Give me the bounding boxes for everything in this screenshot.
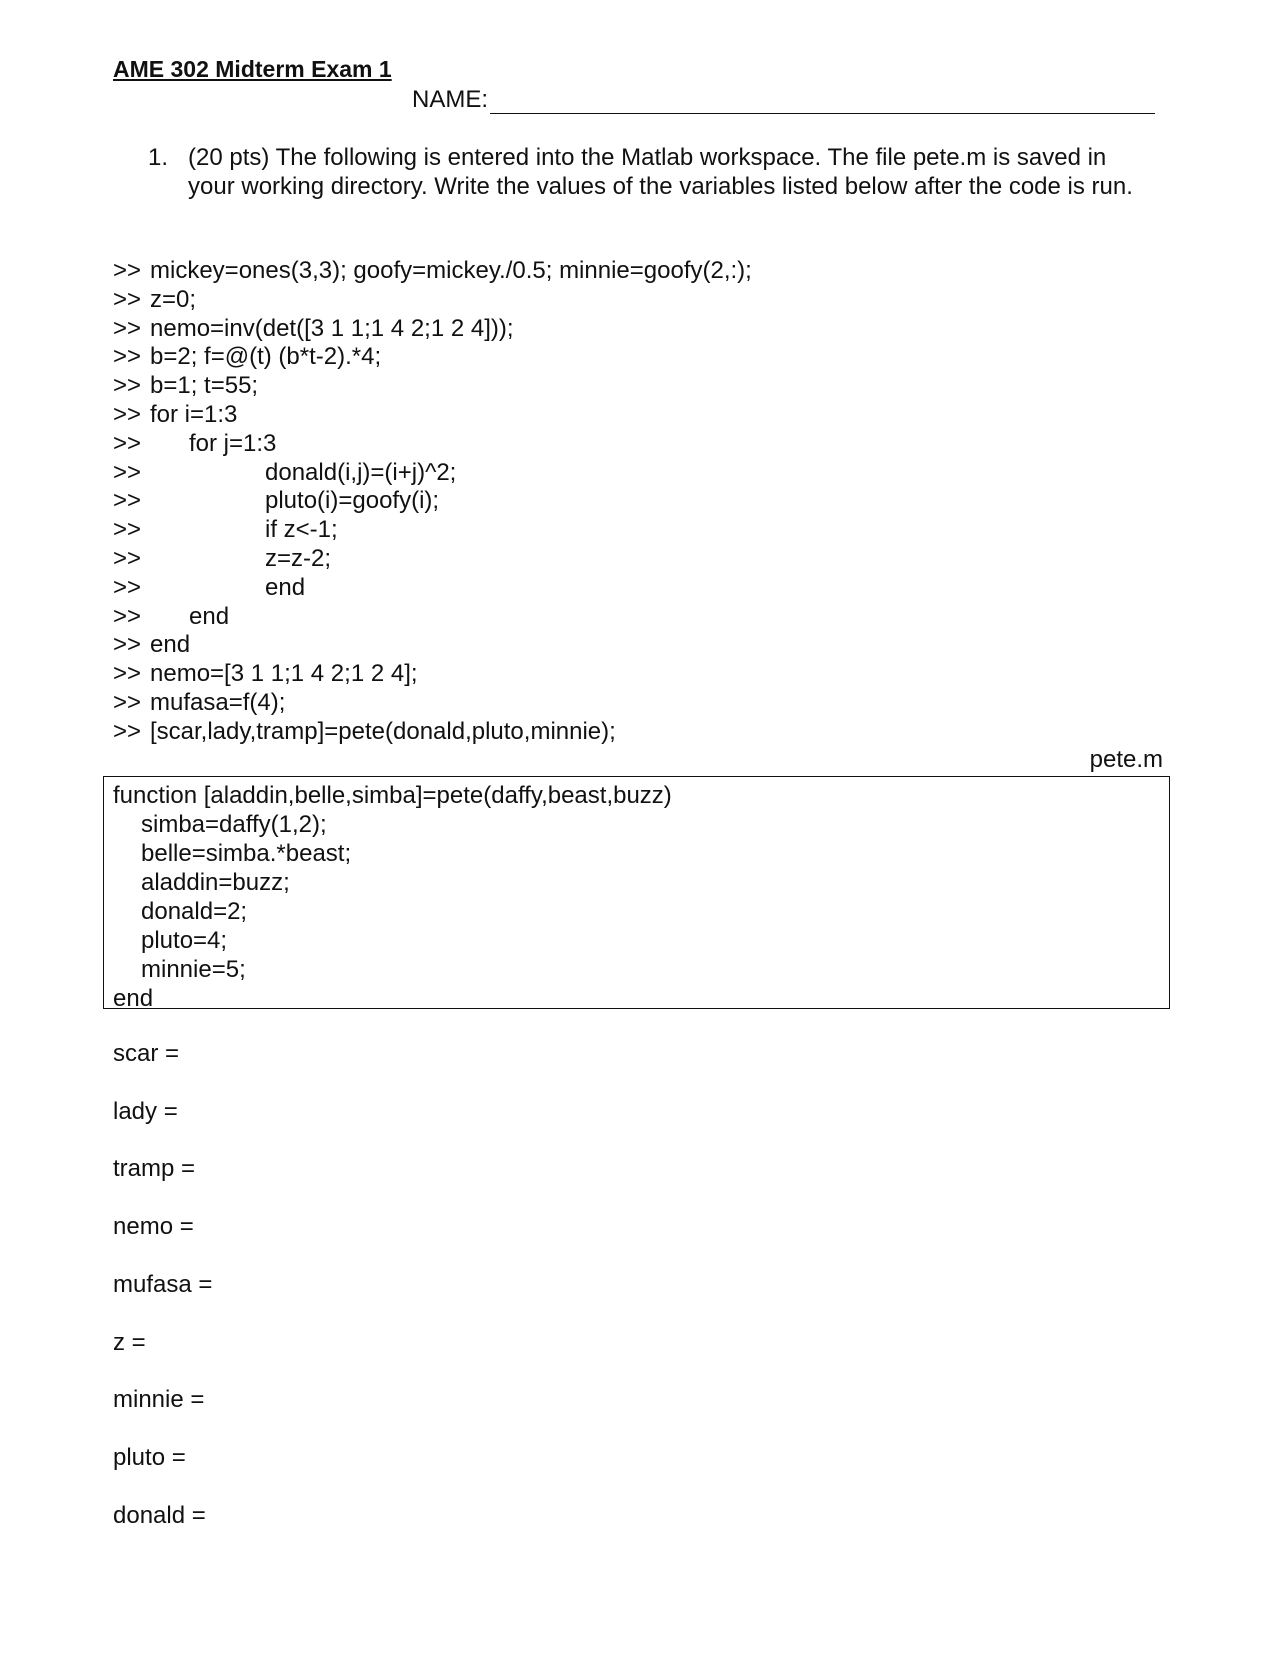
command-prompt: >>: [113, 544, 142, 572]
command-prompt: >>: [113, 257, 142, 284]
command-prompt: >>: [113, 400, 142, 428]
code-text: donald(i,j)=(i+j)^2;: [265, 458, 457, 486]
function-code-line: end: [113, 985, 154, 1012]
answer-prompt: pluto =: [113, 1443, 186, 1471]
function-code-line: function [aladdin,belle,simba]=pete(daffy,beast,buzz): [113, 782, 672, 809]
code-text: for i=1:3: [150, 400, 238, 428]
answer-prompt: minnie =: [113, 1386, 205, 1414]
code-text: if z<-1;: [265, 516, 338, 544]
command-prompt: >>: [113, 688, 142, 716]
name-blank-line: [490, 89, 1155, 114]
code-text: z=0;: [150, 285, 197, 313]
question-text: (20 pts) The following is entered into the Matlab workspace. The file pete.m is saved in your working directory. Write the values of the variables listed below after the code is run.: [188, 144, 1133, 200]
command-prompt: >>: [113, 314, 142, 342]
name-label: NAME:: [412, 86, 489, 113]
exam-title: AME 302 Midterm Exam 1: [113, 56, 392, 82]
answer-prompt: mufasa =: [113, 1270, 213, 1298]
name-field: [412, 86, 1155, 114]
function-code-line: pluto=4;: [141, 927, 228, 954]
command-prompt: >>: [113, 631, 142, 659]
function-code-line: aladdin=buzz;: [141, 869, 290, 896]
command-prompt: >>: [113, 516, 142, 544]
command-prompt: >>: [113, 343, 142, 371]
code-text: [scar,lady,tramp]=pete(donald,pluto,minnie);: [150, 717, 616, 745]
answer-prompt: lady =: [113, 1097, 178, 1125]
command-prompt: >>: [113, 602, 142, 630]
command-prompt: >>: [113, 458, 142, 486]
command-prompt: >>: [113, 429, 142, 457]
code-text: nemo=[3 1 1;1 4 2;1 2 4];: [150, 660, 418, 688]
question-number: 1.: [148, 144, 169, 171]
function-code-line: minnie=5;: [141, 956, 246, 983]
code-text: mufasa=f(4);: [150, 688, 286, 716]
code-text: mickey=ones(3,3); goofy=mickey./0.5; minnie=goofy(2,:);: [150, 257, 752, 284]
command-prompt: >>: [113, 487, 142, 515]
code-text: end: [265, 573, 306, 601]
code-text: pluto(i)=goofy(i);: [265, 487, 440, 515]
answer-prompt: donald =: [113, 1501, 206, 1529]
function-filename: pete.m: [1089, 746, 1163, 773]
command-prompt: >>: [113, 660, 142, 688]
code-text: z=z-2;: [265, 544, 332, 572]
answer-prompt: nemo =: [113, 1213, 194, 1241]
command-prompt: >>: [113, 717, 142, 745]
function-code-box: [103, 776, 1170, 1012]
function-code-line: donald=2;: [141, 898, 248, 925]
code-text: nemo=inv(det([3 1 1;1 4 2;1 2 4]));: [150, 314, 514, 342]
command-prompt: >>: [113, 573, 142, 601]
function-code-line: belle=simba.*beast;: [141, 840, 352, 867]
command-prompt: >>: [113, 372, 142, 400]
question-1: [148, 143, 1158, 201]
code-text: end: [150, 631, 191, 659]
function-code-line: simba=daffy(1,2);: [141, 811, 327, 838]
answer-prompt: scar =: [113, 1040, 180, 1067]
command-prompt: >>: [113, 285, 142, 313]
code-text: b=2; f=@(t) (b*t-2).*4;: [150, 343, 382, 371]
answer-prompt: tramp =: [113, 1155, 196, 1183]
code-text: b=1; t=55;: [150, 372, 259, 400]
code-text: for j=1:3: [189, 429, 277, 457]
code-text: end: [189, 602, 230, 630]
answer-prompt: z =: [113, 1328, 146, 1356]
